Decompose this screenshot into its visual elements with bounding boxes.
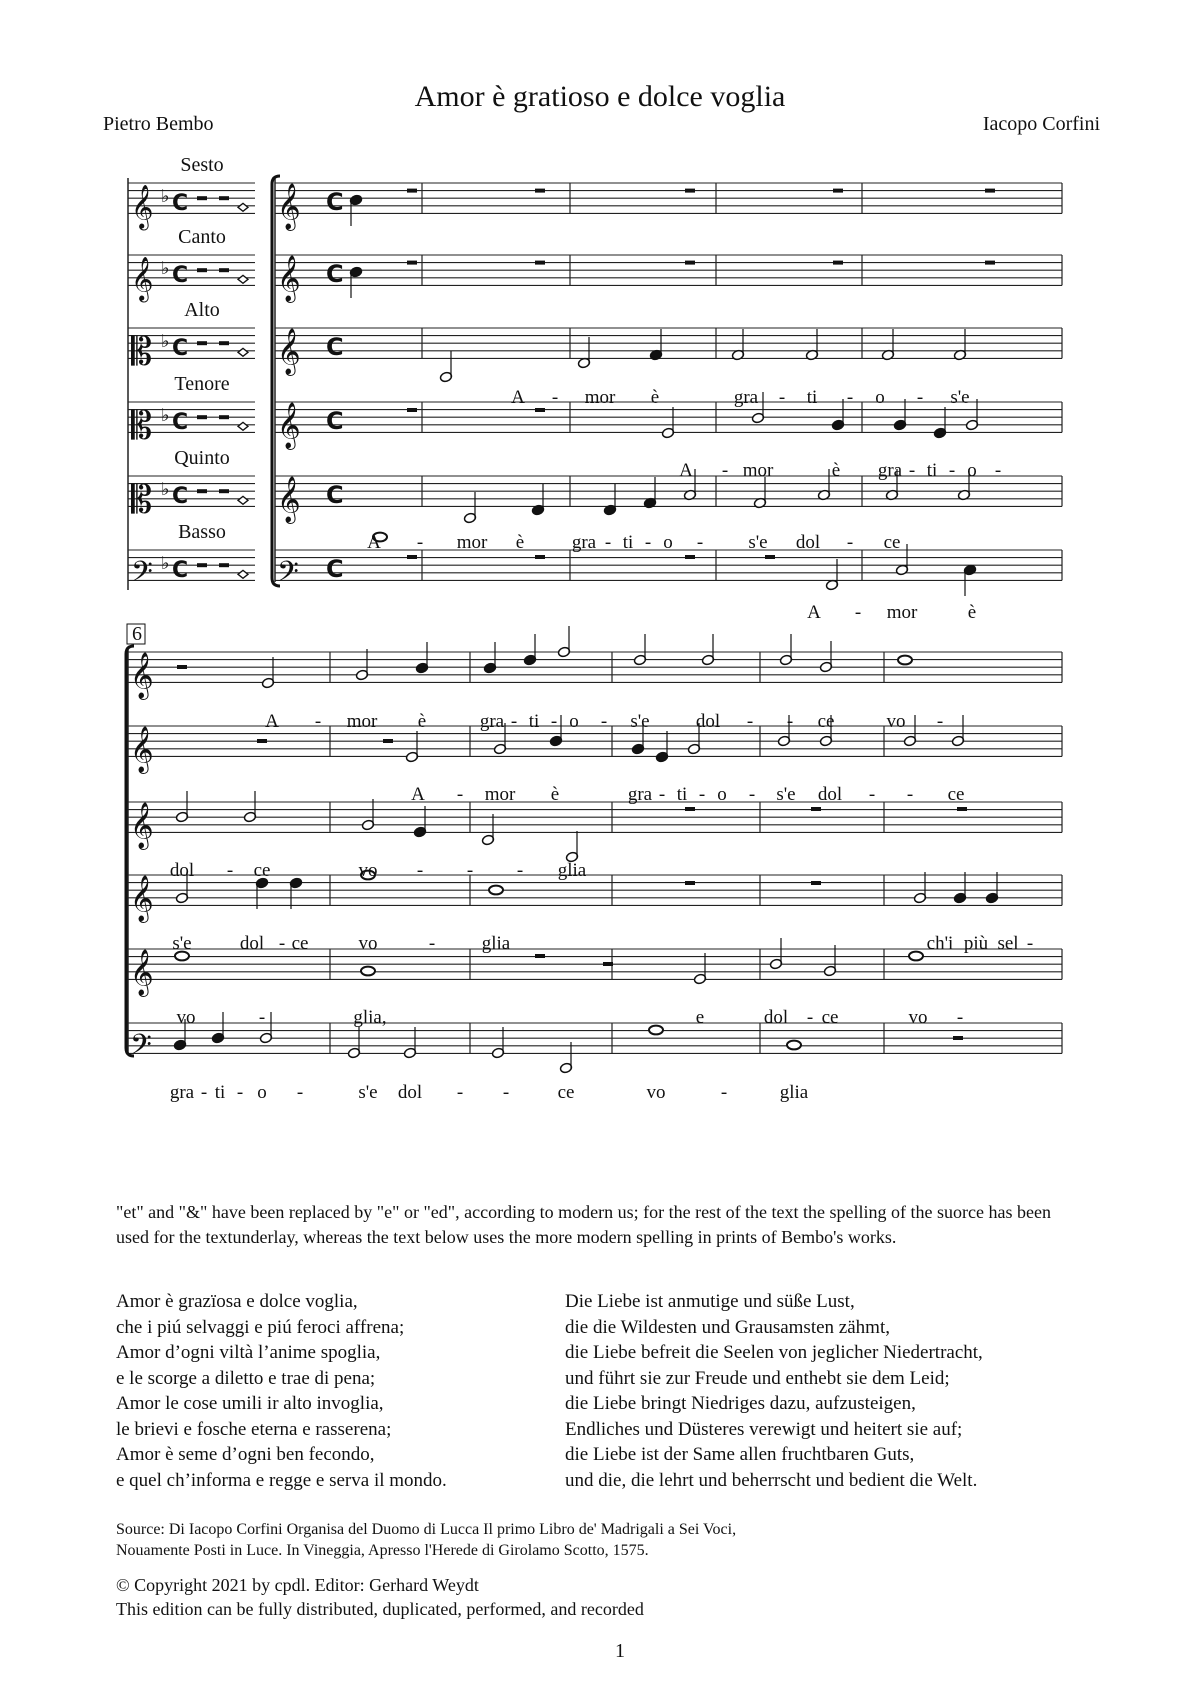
rest [685,555,695,559]
time-signature: C [172,262,189,288]
page-number: 1 [615,1640,625,1662]
clef-system2: 𝄞 [130,802,154,849]
lyric-syllable: ch'i [926,933,954,954]
time-signature: C [326,554,344,583]
time-signature: C [326,406,344,435]
poem-line: Die Liebe ist anmutige und süße Lust, [565,1291,855,1312]
rest [407,261,417,265]
time-signature: C [172,335,189,361]
clef-system1: 𝄞 [277,328,301,375]
lyric-syllable: - [416,860,424,881]
lyric-syllable: - [551,387,559,408]
lyric-syllable: - [720,1082,728,1103]
lyric-syllable: s'e [748,532,768,553]
lyric-syllable: A [511,387,525,408]
poem-line: Amor è seme d’ogni ben fecondo, [116,1444,375,1465]
poem-line: und die, die lehrt und beherrscht und bedient die Welt. [565,1469,978,1491]
lyric-syllable: - [906,784,914,805]
lyric-syllable: dol [397,1082,423,1103]
voice-name-sesto: Sesto [180,154,224,176]
rest [833,261,843,265]
lyric-syllable: - [846,532,854,553]
lyric-syllable: ti [926,460,938,481]
rest [953,1036,963,1040]
lyric-syllable: o [663,532,673,553]
poem-line: e le scorge a diletto e trae di pena; [116,1367,376,1389]
lyric-syllable: mor [346,711,378,732]
source-line: Source: Di Iacopo Corfini Organisa del Duomo di Lucca Il primo Libro de' Madrigali a Sei Voci, [116,1521,737,1538]
lyric-syllable: glia [481,933,511,954]
rest [811,881,821,885]
flat-sign: ♭ [161,479,170,501]
flat-sign: ♭ [161,258,170,280]
editorial-note: "et" and "&" have been replaced by "e" or "ed", according to modern us; for the rest of the text the spelling of the suorce has been used for the textunderlay, whereas the text below uses the more modern spelling in prints of Bembo's works. [116,1202,1051,1247]
lyric-syllable: - [778,387,786,408]
clef-system2: 𝄞 [130,875,154,922]
lyric-syllable: mor [484,784,516,805]
time-signature: C [326,259,344,288]
poem-italian [116,1289,546,1493]
lyric-syllable: ti [528,711,540,732]
copyright-line: This edition can be fully distributed, duplicated, performed, and recorded [116,1599,644,1619]
voice-name-canto: Canto [178,226,226,248]
system-bracket [272,176,280,586]
clef-system2: 𝄞 [130,652,154,699]
source-citation [116,1519,1016,1561]
lyric-syllable: - [456,1082,464,1103]
lyric-syllable: A [807,602,821,623]
lyric-syllable: vo [358,860,378,881]
whole-note [649,1026,663,1035]
flat-sign: ♭ [161,553,170,575]
lyric-syllable: gra [169,1082,195,1103]
rest [219,415,229,419]
time-signature: C [172,557,189,583]
incipit-note [238,275,248,283]
incipit-clef: 𝄡 [131,403,153,448]
incipit-note [238,570,248,578]
lyric-syllable: glia [557,860,587,881]
lyric-syllable: - [994,460,1002,481]
poet-name: Pietro Bembo [103,113,214,135]
voice-name-quinto: Quinto [174,447,230,469]
lyric-syllable: - [314,711,322,732]
lyric-syllable: gra [479,711,505,732]
poem-line: Amor d’ogni viltà l’anime spoglia, [116,1342,381,1363]
flat-sign: ♭ [161,186,170,208]
lyric-syllable: - [296,1082,304,1103]
rest [383,739,393,743]
lyric-syllable: mor [742,460,774,481]
copyright-notice [116,1573,1016,1621]
rest [685,189,695,193]
lyric-syllable: vo [908,1007,928,1028]
lyric-syllable: - [644,532,652,553]
poem-line: Amor è grazïosa e dolce voglia, [116,1291,358,1312]
rest [219,341,229,345]
flat-sign: ♭ [161,331,170,353]
lyric-syllable: - [226,860,234,881]
lyric-syllable: ce [253,860,271,881]
incipit-clef: 𝄡 [131,477,153,522]
lyric-syllable: dol [795,532,821,553]
lyric-syllable: s'e [172,933,192,954]
voice-name-basso: Basso [178,521,226,543]
clef-system2: 𝄢 [130,1028,152,1069]
lyric-syllable: - [748,784,756,805]
lyric-syllable: dol [239,933,265,954]
lyric-syllable: - [936,711,944,732]
lyric-syllable: ce [883,532,901,553]
lyric-syllable: è [650,387,660,408]
lyric-syllable: A [411,784,425,805]
lyric-syllable: vo [358,933,378,954]
lyric-syllable: - [698,784,706,805]
lyric-syllable: - [428,933,436,954]
clef-system2: 𝄞 [130,949,154,996]
rest [957,807,967,811]
lyric-syllable: vo [886,711,906,732]
lyric-syllable: mor [456,532,488,553]
rest [219,489,229,493]
rest [985,189,995,193]
whole-note [909,952,923,961]
lyric-syllable: - [466,860,474,881]
lyric-syllable: - [846,387,854,408]
incipit-note [238,422,248,430]
whole-note [361,967,375,976]
lyric-syllable: gra [627,784,653,805]
lyric-syllable: più [963,933,989,954]
lyric-syllable: s'e [358,1082,378,1103]
lyric-syllable: - [854,602,862,623]
lyric-syllable: - [278,933,286,954]
voice-name-tenore: Tenore [174,373,230,395]
rest [765,555,775,559]
source-line: Nouamente Posti in Luce. In Vineggia, Apresso l'Herede di Girolamo Scotto, 1575. [116,1542,649,1559]
incipit-clef: 𝄡 [131,329,153,374]
lyric-syllable: ti [806,387,818,408]
lyric-syllable: è [417,711,427,732]
lyric-syllable: - [658,784,666,805]
rest [535,555,545,559]
lyric-syllable: ti [214,1082,226,1103]
rest [177,665,187,669]
rest [197,415,207,419]
lyric-syllable: è [550,784,560,805]
lyric-syllable: - [786,711,794,732]
lyric-syllable: - [696,532,704,553]
rest [985,261,995,265]
lyric-syllable: - [502,1082,510,1103]
lyric-syllable: ce [821,1007,839,1028]
time-signature: C [172,483,189,509]
rest [197,196,207,200]
whole-note [489,886,503,895]
lyric-syllable: vo [646,1082,666,1103]
incipit-note [238,348,248,356]
lyric-syllable: dol [695,711,721,732]
lyric-syllable: - [746,711,754,732]
rest [535,408,545,412]
page-title: Amor è gratioso e dolce voglia [414,80,786,113]
lyric-syllable: - [456,784,464,805]
lyric-syllable: sel [997,933,1019,954]
rest [833,189,843,193]
lyric-syllable: ce [291,933,309,954]
rest [603,962,613,966]
lyric-syllable: s'e [776,784,796,805]
lyric-syllable: gra [877,460,903,481]
rest [811,807,821,811]
rest [407,189,417,193]
rest [197,268,207,272]
lyric-syllable: e [695,1007,705,1028]
lyric-syllable: - [806,1007,814,1028]
poem-line: Amor le cose umili ir alto invoglia, [116,1393,384,1414]
rest [197,489,207,493]
lyric-syllable: - [956,1007,964,1028]
incipit-clef: 𝄞 [131,256,154,301]
rest [535,189,545,193]
rest [407,555,417,559]
lyric-syllable: - [948,460,956,481]
lyric-syllable: mor [886,602,918,623]
lyric-syllable: - [721,460,729,481]
lyric-syllable: ce [947,784,965,805]
time-signature: C [326,332,344,361]
incipit-clef: 𝄞 [131,184,154,229]
incipit-note [238,496,248,504]
lyric-syllable: dol [763,1007,789,1028]
lyric-syllable: - [516,860,524,881]
poem-line: die Liebe bringt Niedriges dazu, aufzusteigen, [565,1393,916,1414]
time-signature: C [326,187,344,216]
rest [685,881,695,885]
poem-line: die die Wildesten und Grausamsten zähmt, [565,1316,890,1338]
lyric-syllable: - [868,784,876,805]
lyric-syllable: dol [817,784,843,805]
poem-line: le brievi e fosche eterna e rasserena; [116,1418,392,1440]
poem-line: die Liebe befreit die Seelen von jeglicher Niedertracht, [565,1342,983,1363]
lyric-syllable: o [257,1082,267,1103]
rest [685,261,695,265]
lyric-syllable: - [510,711,518,732]
whole-note [787,1041,801,1050]
lyric-syllable: s'e [630,711,650,732]
measure-number: 6 [132,623,142,645]
lyric-syllable: è [515,532,525,553]
clef-system1: 𝄞 [277,476,301,523]
lyric-syllable: o [967,460,977,481]
rest [535,954,545,958]
lyric-syllable: A [679,460,693,481]
lyric-syllable: o [569,711,579,732]
lyric-syllable: s'e [950,387,970,408]
incipit-note [238,203,248,211]
lyric-syllable: dol [169,860,195,881]
poem-line: e quel ch’informa e regge e serva il mondo. [116,1469,447,1491]
lyric-syllable: ti [622,532,634,553]
poem-line: Endliches und Düsteres verewigt und heitert sie auf; [565,1418,963,1440]
lyric-syllable: vo [176,1007,196,1028]
clef-system2: 𝄞 [130,726,154,773]
lyric-syllable: o [875,387,885,408]
lyric-syllable: - [258,1007,266,1028]
poem-german [565,1289,1125,1493]
lyric-syllable: - [416,532,424,553]
lyric-syllable: glia, [353,1007,387,1028]
rest [219,268,229,272]
lyric-syllable: A [265,711,279,732]
rest [685,807,695,811]
rest [197,341,207,345]
time-signature: C [172,190,189,216]
rest [197,563,207,567]
lyric-syllable: glia [779,1082,809,1103]
clef-system1: 𝄢 [277,555,299,596]
rest [219,196,229,200]
lyric-syllable: è [967,602,977,623]
rest [407,408,417,412]
composer-name: Iacopo Corfini [982,113,1100,135]
lyric-syllable: - [550,711,558,732]
lyric-syllable: A [367,532,381,553]
voice-name-alto: Alto [184,299,220,321]
whole-note [898,656,912,665]
lyric-syllable: ce [817,711,835,732]
clef-system1: 𝄞 [277,183,301,230]
lyric-syllable: - [600,711,608,732]
lyric-syllable: ti [676,784,688,805]
lyric-syllable: - [200,1082,208,1103]
clef-system1: 𝄞 [277,402,301,449]
lyric-syllable: gra [571,532,597,553]
rest [257,739,267,743]
rest [535,261,545,265]
lyric-syllable: o [717,784,727,805]
lyric-syllable: è [831,460,841,481]
lyric-syllable: mor [584,387,616,408]
lyric-syllable: - [908,460,916,481]
poem-line: die Liebe ist der Same allen fruchtbaren Guts, [565,1444,915,1465]
flat-sign: ♭ [161,405,170,427]
lyric-syllable: - [1026,933,1034,954]
time-signature: C [326,480,344,509]
lyric-syllable: - [916,387,924,408]
copyright-line: © Copyright 2021 by cpdl. Editor: Gerhard Weydt [116,1575,479,1595]
lyric-syllable: - [236,1082,244,1103]
time-signature: C [172,409,189,435]
lyric-syllable: - [604,532,612,553]
lyric-syllable: ce [557,1082,575,1103]
rest [219,563,229,567]
incipit-clef: 𝄢 [131,555,153,596]
poem-line: und führt sie zur Freude und enthebt sie dem Leid; [565,1367,950,1389]
poem-line: che i piú selvaggi e piú feroci affrena; [116,1316,405,1338]
clef-system1: 𝄞 [277,255,301,302]
lyric-syllable: gra [733,387,759,408]
